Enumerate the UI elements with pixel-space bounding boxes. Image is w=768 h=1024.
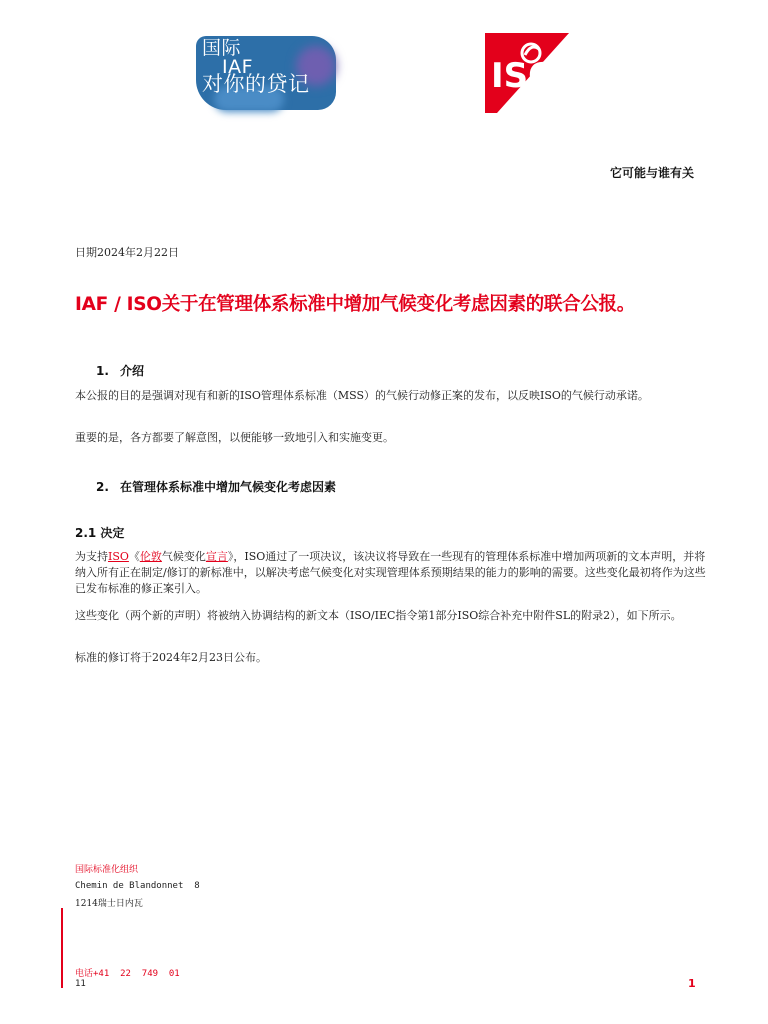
section-1-title: 介绍: [120, 364, 145, 378]
london-link[interactable]: 伦敦: [139, 550, 162, 563]
section-2-1-heading: 2.1 决定: [75, 526, 125, 540]
section-1-heading: [96, 362, 144, 379]
footer-phone-tail: 11: [75, 979, 86, 989]
section-2-1-paragraph-2: 这些变化（两个新的声明）将被纳入协调结构的新文本（ISO/IEC指令第1部分ISO综合补充中附件SL的附录2），如下所示。: [75, 609, 682, 622]
footer-phone-label: 电话: [75, 969, 94, 979]
iso-logo-icon: [485, 33, 569, 113]
footer-divider: [61, 908, 63, 988]
section-1-paragraph-1: 本公报的目的是强调对现有和新的ISO管理体系标准（MSS）的气候行动修正案的发布，以反映ISO的气候行动承诺。: [75, 389, 649, 402]
footer-address-line-1: Chemin de Blandonnet 8: [75, 881, 200, 891]
p3-suffix: 》，ISO通过了一项决议，该决议将导致在一些现有的管理体系标准中增加两项新的文本声明，并将纳入所有正在制定/修订的新标准中，以解决考虑气候变化对实现管理体系预期结果的能力的影响的需要。这些变化最初将作为这些已发布标准的修正案引入。: [75, 550, 706, 595]
section-2-heading: [96, 478, 336, 495]
iso-link[interactable]: ISO: [108, 550, 129, 563]
footer-address-line-2: 1214瑞士日内瓦: [75, 899, 143, 909]
iaf-logo-line1: 国际: [202, 37, 242, 59]
addressee-line: 它可能与谁有关: [609, 166, 694, 180]
iso-logo-text: ISO: [491, 56, 558, 96]
section-2-title: 在管理体系标准中增加气候变化考虑因素: [120, 480, 337, 494]
p3-middle: 气候变化: [161, 550, 206, 563]
iaf-logo: [196, 32, 336, 114]
section-1-paragraph-2: 重要的是，各方都要了解意图，以便能够一致地引入和实施变更。: [75, 431, 394, 444]
declaration-link[interactable]: 宣言: [205, 550, 228, 563]
document-title: IAF / ISO关于在管理体系标准中增加气候变化考虑因素的联合公报。: [75, 294, 635, 315]
footer-phone-number: +41 22 749 01: [93, 969, 180, 979]
iaf-logo-line2: IAF: [222, 56, 254, 78]
iaf-logo-line3: 对你的贷记: [202, 72, 310, 96]
section-2-number: 2.: [96, 480, 109, 494]
section-2-1-paragraph-1: [75, 549, 707, 597]
page-number: 1: [688, 977, 696, 990]
footer-organization: 国际标准化组织: [75, 865, 139, 875]
section-1-number: 1.: [96, 364, 109, 378]
p3-bracket-open: 《: [128, 550, 140, 563]
footer-phone: [75, 966, 180, 979]
document-date: 日期2024年2月22日: [75, 246, 179, 259]
section-2-1-paragraph-3: 标准的修订将于2024年2月23日公布。: [75, 651, 267, 664]
p3-prefix: 为支持: [75, 550, 108, 563]
